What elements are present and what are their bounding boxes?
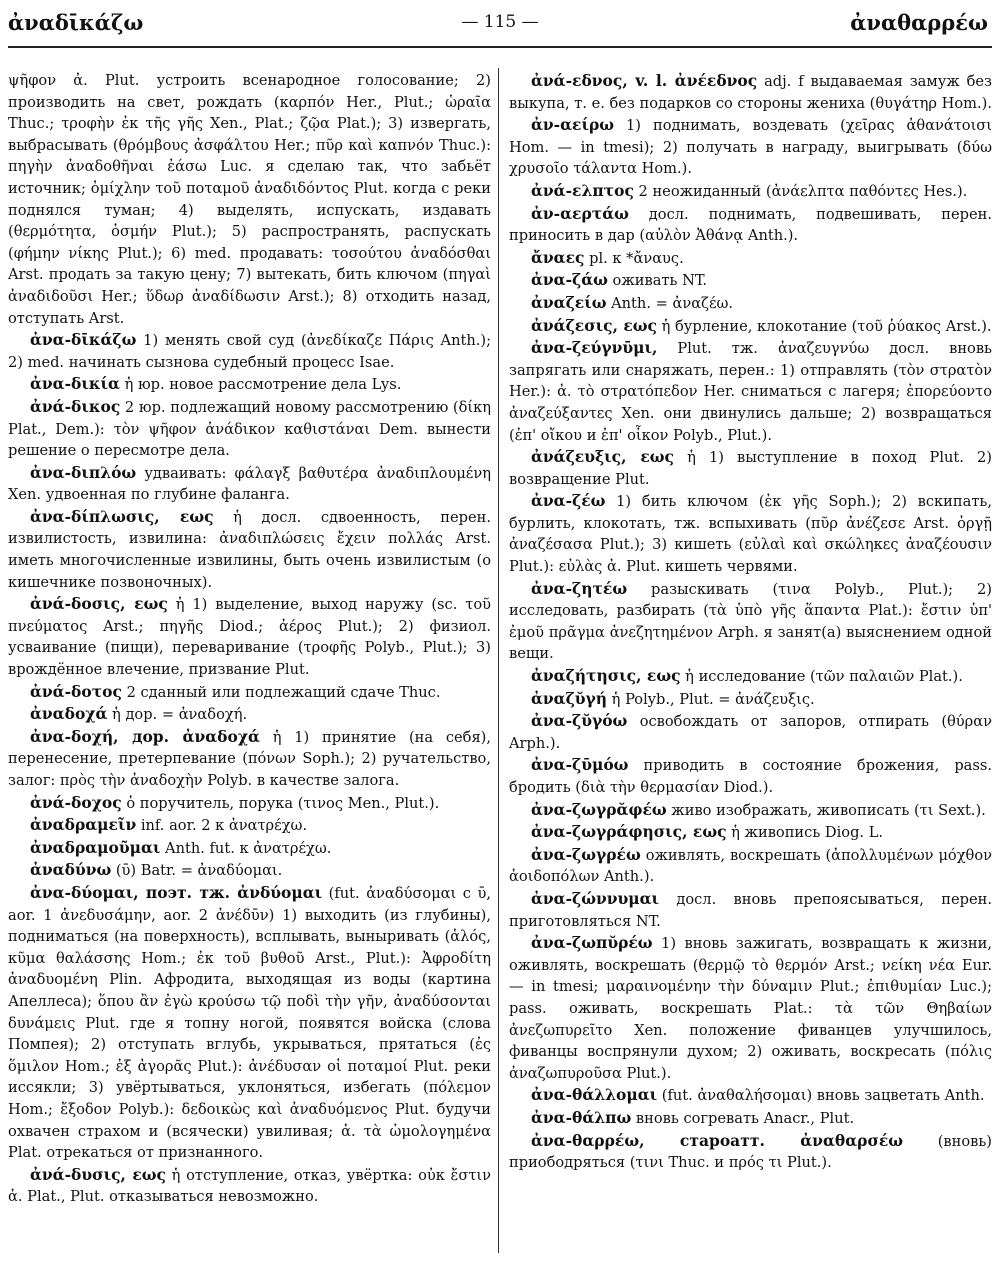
- dictionary-entry: [509, 754, 992, 798]
- dictionary-entry: [509, 844, 992, 888]
- definition-text: ἡ исследование (τῶν παλαιῶν Plat.).: [680, 668, 963, 686]
- definition-text: ἡ 1) выступление в поход Plut. 2) возвращение Plut.: [509, 449, 993, 488]
- dictionary-entry: [8, 703, 491, 726]
- definition-text: ἡ 1) выделение, выход наружу (sc. τοῦ πνεύματος Arst.; πηγῆς Diod.; ἀέρος Plut.); 2) физиол. усваивание (пищи), переваривание (τροφῆς Polyb., Plut.); 3) врождённое влечение, призвание Plut.: [8, 596, 492, 679]
- dictionary-entry: [509, 888, 992, 932]
- headword: ἀνά-εδνος, v. l. ἀνέεδνος: [531, 71, 758, 90]
- definition-text: 1) бить ключом (ἐκ γῆς Soph.); 2) вскипать, бурлить, клокотать, тж. вспыхивать (πῦρ ἀνέζεσε Arst. ὀργῇ ἀναζέσασα Plut.); 3) кишеть (εὐλαὶ καὶ σκώληκες ἀναζέουσιν Plut.): εὐλὰς ἀ. Plut. кишеть червями.: [509, 493, 992, 576]
- dictionary-entry: [509, 269, 992, 292]
- dictionary-entry: [8, 792, 491, 815]
- dictionary-entry: [509, 821, 992, 844]
- page-header: [0, 0, 1000, 44]
- headword: ἀνά-δοσις, εως: [30, 594, 168, 614]
- headword: ἀναζείω: [531, 292, 607, 312]
- dictionary-entry: [509, 578, 992, 665]
- headword: ἀναδύνω: [30, 860, 112, 880]
- headword: ἀνα-διπλόω: [30, 462, 137, 482]
- definition-text: (ῡ) Batr. = ἀναδύομαι.: [111, 862, 283, 880]
- dictionary-entry: [8, 726, 491, 792]
- dictionary-entry: [509, 1084, 992, 1107]
- definition-text: ἡ живопись Diog. L.: [726, 824, 884, 842]
- headword: ἀνα-δύομαι, поэт. тж. ἀνδύομαι: [30, 882, 323, 902]
- definition-text: живо изображать, живописать (τι Sext.).: [666, 801, 986, 819]
- column-divider: [498, 68, 499, 1253]
- left-running-head: ἀναδῑκάζω: [8, 10, 144, 35]
- dictionary-entry: [8, 506, 491, 593]
- definition-text: (fut. ἀναθαλήσομαι) вновь зацветать Anth.: [657, 1087, 985, 1105]
- definition-text: Anth. fut. к ἀνατρέχω.: [160, 839, 332, 857]
- headword: ἀνα-θάλπω: [531, 1107, 632, 1127]
- headword: ἀνά-δοχος: [30, 792, 122, 812]
- headword: ἀνα-ζεύγνῡμι,: [531, 338, 658, 358]
- definition-text: ἡ 1) принятие (на себя), перенесение, претерпевание (πόνων Soph.); 2) ручательство, залог: πρὸς τὴν ἀναδοχὴν Polyb. в качестве залога.: [8, 728, 491, 789]
- dictionary-entry: [509, 710, 992, 754]
- definition-text: приводить в состояние брожения, pass. бродить (διὰ τὴν θερμασίαν Diod.).: [509, 757, 992, 796]
- left-column: [8, 70, 491, 1208]
- dictionary-entry: [8, 462, 491, 506]
- dictionary-entry: [509, 114, 992, 180]
- dictionary-entry: [509, 247, 992, 270]
- headword: ἄναες: [531, 247, 585, 267]
- definition-text: 2 неожиданный (ἀνάελπτα παθόντες Hes.).: [633, 182, 968, 200]
- dictionary-entry: [509, 688, 992, 711]
- definition-text: 2 юр. подлежащий новому рассмотрению (δίκη Plat., Dem.): τὸν ψῆφον ἀνάδικον καθιστάναι Dem. вынести решение о пересмотре дела.: [8, 398, 491, 460]
- dictionary-entry: [509, 932, 992, 1084]
- headword: ἀνα-θαρρέω, староатт. ἀναθαρσέω: [531, 1130, 904, 1150]
- definition-text: вновь согревать Anacr., Plut.: [631, 1109, 855, 1127]
- definition-text: 1) менять свой суд (ἀνεδίκαζε Πάρις Anth.); 2) med. начинать сызнова судебный процесс Isae.: [8, 332, 491, 371]
- dictionary-entry: [8, 814, 491, 837]
- definition-text: ψῆφον ἀ. Plut. устроить всенародное голосование; 2) производить на свет, рождать (καρπόν Her., Plut.; ὡραῖα Thuc.; τροφὴν ἐκ τῆς γῆς Xen., Plat.; ζῷα Plat.); 3) извергать, выбрасывать (θρόμβους ἀσφάλτου Her.; πῦρ καὶ καπνόν Thuc.): πηγὴν ἀναδοθῆναι ἐάσω Luc. я сделаю так, что забьёт источник; ὁμίχλην τοῦ ποταμοῦ ἀναδιδόντος Plut. когда с реки поднялся туман; 4) выделять, испускать, издавать (θερμότητα, ὀσμήν Plut.); 5) распространять, распускать (φήμην νίκης Plut.); 6) med. продавать: τοσούτου ἀναδόσθαι Arst. продать за такую цену; 7) вытекать, бить ключом (πηγαὶ ἀναδιδοῦσι Her.; ὕδωρ ἀναδίδωσιν Arst.); 8) отходить назад, отступать Arst.: [8, 72, 491, 327]
- dictionary-entry: [509, 70, 992, 114]
- definition-text: удваивать: φάλαγξ βαθυτέρα ἀναδιπλουμένη Xen. удвоенная по глубине фаланга.: [8, 464, 491, 504]
- dictionary-entry: [509, 180, 992, 203]
- definition-text: оживать NT.: [607, 272, 708, 290]
- right-column: [509, 70, 992, 1174]
- dictionary-entry: [509, 665, 992, 688]
- definition-text: досл. поднимать, подвешивать, перен. приносить в дар (αὐλὸν Ἀθάνᾳ Anth.).: [509, 205, 992, 245]
- definition-text: Anth. = ἀναζέω.: [606, 294, 734, 312]
- definition-text: досл. вновь препоясываться, перен. приготовляться NT.: [509, 890, 992, 930]
- definition-text: освобождать от запоров, отпирать (θύραν Arph.).: [509, 713, 992, 752]
- headword: ἀνα-δίπλωσις, εως: [30, 506, 214, 526]
- headword: ἀνα-ζητέω: [531, 578, 628, 598]
- dictionary-entry: [8, 882, 491, 1164]
- entry-continuation: [8, 70, 491, 329]
- definition-text: (вновь) приободряться (τινι Thuc. и πρός τι Plut.).: [509, 1132, 993, 1172]
- headword: ἀνα-θάλλομαι: [531, 1085, 658, 1105]
- definition-text: 1) поднимать, воздевать (χεῖρας ἀθανάτοισι Hom. — in tmesi); 2) получать в награду, выигрывать (δύω χρυσοῖο τάλαντα Hom.).: [509, 117, 992, 178]
- headword: ἀνάζεσις, εως: [531, 315, 657, 335]
- headword: ἀνά-ελπτος: [531, 180, 634, 200]
- dictionary-entry: [8, 1164, 491, 1208]
- headword: ἀνα-ζωγρέω: [531, 844, 641, 864]
- definition-text: ἡ бурление, клокотание (τοῦ ῥύακος Arst.).: [657, 317, 992, 335]
- dictionary-entry: [509, 446, 992, 490]
- dictionary-entry: [8, 396, 491, 462]
- headword: ἀνα-ζῠγόω: [531, 711, 628, 731]
- page-number: — 115 —: [461, 12, 539, 32]
- definition-text: 2 сданный или подлежащий сдаче Thuc.: [121, 683, 441, 701]
- dictionary-entry: [8, 681, 491, 704]
- headword: ἀνα-ζέω: [531, 491, 606, 511]
- headword: ἀνα-ζωπῠρέω: [531, 933, 653, 953]
- dictionary-entry: [509, 1107, 992, 1130]
- definition-text: ἡ дор. = ἀναδοχή.: [107, 706, 248, 724]
- definition-text: 1) вновь зажигать, возвращать к жизни, оживлять, воскрешать (θερμῷ τὸ θερμόν Arst.; νείκη νέα Eur. — in tmesi; μαραινομένην τὴν δύναμιν Plut.; ἐπιθυμίαν Luc.); pass. оживать, воскрешать Plat.: τὰ τῶν Θηβαίων ἀνεζωπυρεῖτο Xen. положение фиванцев улучшилось, фиванцы воспрянули духом; 2) оживать, воскресать (πόλις ἀναζωπυροῦσα Plut.).: [509, 935, 992, 1082]
- headword: ἀν-αερτάω: [531, 203, 629, 223]
- headword: ἀνα-δικία: [30, 374, 120, 394]
- definition-text: ὁ поручитель, порука (τινος Men., Plut.).: [121, 794, 440, 812]
- dictionary-entry: [509, 292, 992, 315]
- definition-text: разыскивать (τινα Polyb., Plut.); 2) исследовать, разбирать (τὰ ὑπὸ γῆς ἅπαντα Plat.): ἔστιν ὑπ' ἐμοῦ πρᾶγμα ἀνεζητημένον Arph. я занят(а) выяснением одной вещи.: [509, 580, 992, 663]
- definition-text: ἡ досл. сдвоенность, перен. извилистость, извилина: ἀναδιπλώσεις ἔχειν πολλάς Arst. иметь многочисленные извилины, быть очень извилистым (о кишечнике позвоночных).: [8, 508, 491, 591]
- headword: ἀνάζευξις, εως: [531, 447, 674, 467]
- headword: ἀνά-δικος: [30, 396, 121, 416]
- definition-text: оживлять, воскрешать (ἀπολλυμένων μόχθον ἀοιδοπόλων Anth.).: [509, 846, 992, 886]
- headword: ἀνα-ζωγρᾰφέω: [531, 799, 667, 819]
- headword: ἀνα-ζάω: [531, 270, 608, 290]
- headword: ἀνα-ζῡμόω: [531, 755, 629, 775]
- headword: ἀνά-δυσις, εως: [30, 1164, 166, 1184]
- definition-text: inf. aor. 2 к ἀνατρέχω.: [136, 817, 308, 835]
- headword: ἀναδραμοῦμαι: [30, 837, 161, 857]
- headword: ἀνα-ζωγράφησις, εως: [531, 822, 727, 842]
- headword: ἀνα-δῑκάζω: [30, 330, 137, 350]
- headword: ἀναζήτησις, εως: [531, 666, 681, 686]
- headword: ἀν-αείρω: [531, 115, 615, 135]
- dictionary-entry: [509, 203, 992, 247]
- headword: ἀναδραμεῖν: [30, 815, 137, 835]
- dictionary-entry: [8, 859, 491, 882]
- dictionary-entry: [8, 837, 491, 860]
- dictionary-entry: [509, 490, 992, 577]
- dictionary-entry: [509, 799, 992, 822]
- definition-text: pl. к *ἄναυς.: [584, 249, 684, 267]
- definition-text: ἡ Polyb., Plut. = ἀνάζευξις.: [607, 690, 815, 708]
- headword: ἀνά-δοτος: [30, 681, 122, 701]
- headword: ἀναδοχά: [30, 704, 108, 724]
- headword: ἀνα-δοχή, дор. ἀναδοχά: [30, 726, 260, 746]
- dictionary-entry: [509, 1130, 992, 1174]
- definition-text: (fut. ἀναδύσομαι с ῡ, aor. 1 ἀνεδυσάμην, aor. 2 ἀνέδῡν) 1) выходить (из глубины), подниматься (на поверхность), всплывать, выныривать (ἁλός, κῦμα θαλάσσης Hom.; ἐκ τοῦ βυθοῦ Arst., Plut.): Ἀφροδίτη ἀναδυομένη Plin. Афродита, выходящая из воды (картина Апеллеса); ὅπου ἂν ἐγὼ κρούσω τῷ ποδὶ τὴν γῆν, ἀναδύσονται δυνάμεις Plut. где я топну ногой, появятся войска (слова Помпея); 2) отступать вглубь, укрываться, прятаться (ἐς ὅμιλον Hom.; ἐξ ἀγορᾶς Plut.): ἀνέδυσαν οἱ ποταμοί Plut. реки иссякли; 3) увёртываться, уклоняться, избегать (πόλεμον Hom.; ἔξοδον Polyb.): δεδοικὼς καὶ ἀναδυόμενος Plut. будучи охвачен страхом и (всячески) увиливая; ἀ. τὰ ὡμολογημένα Plat. отрекаться от признанного.: [8, 884, 491, 1162]
- headword: ἀνα-ζώννυμαι: [531, 888, 660, 908]
- dictionary-entry: [8, 373, 491, 396]
- header-rule: [8, 46, 992, 48]
- dictionary-entry: [8, 593, 491, 680]
- dictionary-entry: [509, 337, 992, 446]
- dictionary-entry: [8, 329, 491, 373]
- dictionary-entry: [509, 315, 992, 338]
- right-running-head: ἀναθαρρέω: [850, 10, 988, 35]
- definition-text: ἡ юр. новое рассмотрение дела Lys.: [119, 376, 402, 394]
- definition-text: ἡ отступление, отказ, увёртка: οὐκ ἔστιν ἀ. Plat., Plut. отказываться невозможно.: [8, 1166, 491, 1206]
- definition-text: adj. f выдаваемая замуж без выкупа, т. е. без подарков со стороны жениха (θυγάτηρ Hom.).: [509, 73, 992, 112]
- definition-text: Plut. тж. ἀναζευγνύω досл. вновь запрягать или снаряжать, перен.: 1) отправлять (τὸν στρατὸν Her.): ἀ. τὸ στρατόπεδον Her. сниматься с лагеря; ἐπορεύοντο ἀναζεύξαντες Xen. они двинулись дальше; 2) возвращаться (ἐπ' οἴκου и ἐπ' οἶκον Polyb., Plut.).: [509, 340, 992, 444]
- headword: ἀναζῠγή: [531, 688, 608, 708]
